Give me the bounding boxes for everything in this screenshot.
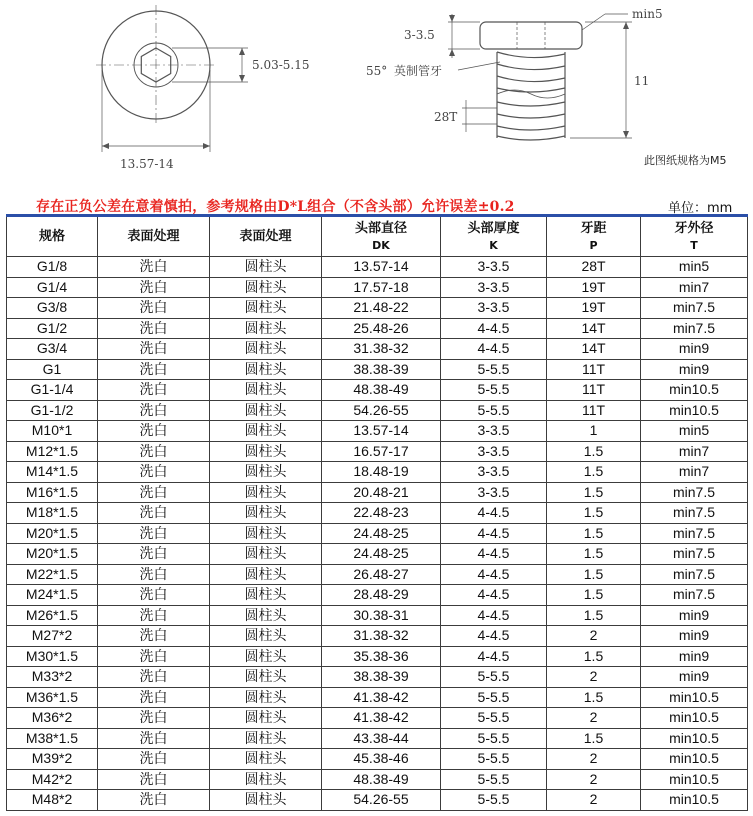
column-header — [547, 216, 641, 257]
table-cell: M48*2 — [7, 790, 98, 811]
table-cell: 13.57-14 — [322, 257, 441, 278]
table-cell: 19T — [547, 277, 641, 298]
table-cell: 24.48-25 — [322, 544, 441, 565]
head-side-view — [480, 22, 582, 49]
table-cell: 圆柱头 — [210, 585, 322, 606]
table-cell: 48.38-49 — [322, 769, 441, 790]
column-header-label: 表面处理 — [127, 229, 180, 244]
table-cell: 1.5 — [547, 462, 641, 483]
table-row — [7, 728, 748, 749]
table-cell: min10.5 — [641, 790, 748, 811]
table-cell: 圆柱头 — [210, 749, 322, 770]
table-cell: min7.5 — [641, 544, 748, 565]
table-cell: 11T — [547, 400, 641, 421]
table-cell: 圆柱头 — [210, 687, 322, 708]
table-cell: G3/8 — [7, 298, 98, 319]
table-cell: 圆柱头 — [210, 482, 322, 503]
table-cell: 洗白 — [98, 769, 210, 790]
table-cell: 洗白 — [98, 564, 210, 585]
table-cell: 5-5.5 — [441, 667, 547, 688]
table-row — [7, 380, 748, 401]
table-cell: min10.5 — [641, 380, 748, 401]
table-cell: 1.5 — [547, 441, 641, 462]
table-cell: 31.38-32 — [322, 626, 441, 647]
table-cell: 1.5 — [547, 728, 641, 749]
table-cell: 4-4.5 — [441, 605, 547, 626]
table-cell: 43.38-44 — [322, 728, 441, 749]
table-cell: 4-4.5 — [441, 564, 547, 585]
table-row — [7, 667, 748, 688]
table-cell: G1 — [7, 359, 98, 380]
table-cell: 1.5 — [547, 585, 641, 606]
table-cell: 圆柱头 — [210, 441, 322, 462]
table-cell: 洗白 — [98, 400, 210, 421]
table-cell: M38*1.5 — [7, 728, 98, 749]
table-row — [7, 441, 748, 462]
table-cell: min7.5 — [641, 564, 748, 585]
table-row — [7, 277, 748, 298]
table-cell: 圆柱头 — [210, 421, 322, 442]
column-header-label: 表面处理 — [239, 229, 292, 244]
table-cell: min9 — [641, 339, 748, 360]
table-cell: M14*1.5 — [7, 462, 98, 483]
table-cell: min10.5 — [641, 769, 748, 790]
table-cell: 5-5.5 — [441, 790, 547, 811]
table-row — [7, 544, 748, 565]
table-cell: 洗白 — [98, 318, 210, 339]
table-cell: 5-5.5 — [441, 769, 547, 790]
table-cell: 45.38-46 — [322, 749, 441, 770]
table-cell: 17.57-18 — [322, 277, 441, 298]
table-cell: M16*1.5 — [7, 482, 98, 503]
table-cell: 洗白 — [98, 667, 210, 688]
table-cell: 圆柱头 — [210, 605, 322, 626]
table-cell: min10.5 — [641, 749, 748, 770]
table-cell: G3/4 — [7, 339, 98, 360]
table-cell: 1.5 — [547, 544, 641, 565]
column-header — [441, 216, 547, 257]
tolerance-warning: 存在正负公差在意着慎拍，参考规格由D*L组合（不含头部）允许误差±0.2 — [36, 199, 515, 215]
lower-thread-lines — [497, 102, 565, 140]
thread-angle-label: 55° — [366, 64, 388, 78]
table-cell: 圆柱头 — [210, 626, 322, 647]
table-cell: 洗白 — [98, 605, 210, 626]
length-label: 11 — [634, 74, 650, 88]
table-cell: 洗白 — [98, 544, 210, 565]
table-row — [7, 318, 748, 339]
table-cell: 3-3.5 — [441, 482, 547, 503]
table-row — [7, 339, 748, 360]
table-cell: G1/8 — [7, 257, 98, 278]
table-cell: 5-5.5 — [441, 728, 547, 749]
table-cell: 洗白 — [98, 585, 210, 606]
table-cell: 13.57-14 — [322, 421, 441, 442]
table-cell: 5-5.5 — [441, 400, 547, 421]
table-cell: 5-5.5 — [441, 708, 547, 729]
table-row — [7, 749, 748, 770]
table-cell: 洗白 — [98, 380, 210, 401]
column-header-label: 牙距 — [580, 220, 607, 236]
table-cell: 3-3.5 — [441, 462, 547, 483]
table-cell: 1 — [547, 421, 641, 442]
table-cell: 圆柱头 — [210, 359, 322, 380]
table-cell: 5-5.5 — [441, 749, 547, 770]
table-row — [7, 421, 748, 442]
table-cell: 1.5 — [547, 646, 641, 667]
table-cell: 5-5.5 — [441, 380, 547, 401]
table-cell: 1.5 — [547, 687, 641, 708]
table-cell: min7 — [641, 441, 748, 462]
table-row — [7, 482, 748, 503]
table-row — [7, 523, 748, 544]
table-cell: 2 — [547, 749, 641, 770]
table-cell: 35.38-36 — [322, 646, 441, 667]
table-cell: M36*2 — [7, 708, 98, 729]
drawing-svg — [0, 0, 753, 195]
table-row — [7, 298, 748, 319]
table-cell: min7.5 — [641, 318, 748, 339]
thread-type-label: 英制管牙 — [394, 64, 443, 78]
table-cell: 21.48-22 — [322, 298, 441, 319]
table-row — [7, 257, 748, 278]
table-row — [7, 585, 748, 606]
upper-thread-lines — [497, 52, 565, 92]
column-header-symbol: K — [489, 238, 498, 252]
table-cell: min10.5 — [641, 728, 748, 749]
table-cell: 1.5 — [547, 605, 641, 626]
table-cell: M26*1.5 — [7, 605, 98, 626]
table-cell: 洗白 — [98, 708, 210, 729]
table-cell: 4-4.5 — [441, 646, 547, 667]
table-cell: G1-1/4 — [7, 380, 98, 401]
table-cell: 48.38-49 — [322, 380, 441, 401]
column-header — [7, 216, 98, 257]
table-cell: 圆柱头 — [210, 708, 322, 729]
table-cell: min9 — [641, 626, 748, 647]
table-cell: 圆柱头 — [210, 298, 322, 319]
table-cell: 洗白 — [98, 790, 210, 811]
table-cell: 4-4.5 — [441, 339, 547, 360]
head-height-label: 3-3.5 — [404, 28, 435, 42]
table-cell: G1-1/2 — [7, 400, 98, 421]
table-cell: 11T — [547, 359, 641, 380]
table-cell: 圆柱头 — [210, 667, 322, 688]
table-cell: 2 — [547, 790, 641, 811]
table-cell: 2 — [547, 667, 641, 688]
table-row — [7, 646, 748, 667]
table-cell: 2 — [547, 769, 641, 790]
table-cell: 14T — [547, 339, 641, 360]
table-row — [7, 564, 748, 585]
table-cell: 洗白 — [98, 646, 210, 667]
spec-table — [6, 214, 748, 811]
column-header — [210, 216, 322, 257]
table-row — [7, 687, 748, 708]
table-cell: min7 — [641, 462, 748, 483]
table-cell: 4-4.5 — [441, 585, 547, 606]
table-row — [7, 769, 748, 790]
table-cell: 圆柱头 — [210, 728, 322, 749]
table-cell: 24.48-25 — [322, 523, 441, 544]
table-cell: 28.48-29 — [322, 585, 441, 606]
table-cell: M33*2 — [7, 667, 98, 688]
table-cell: G1/2 — [7, 318, 98, 339]
table-cell: 圆柱头 — [210, 277, 322, 298]
column-header-label: 牙外径 — [674, 220, 714, 236]
table-cell: M36*1.5 — [7, 687, 98, 708]
table-cell: min5 — [641, 257, 748, 278]
table-cell: 20.48-21 — [322, 482, 441, 503]
tolerance-banner — [0, 196, 753, 216]
column-header — [98, 216, 210, 257]
table-cell: min7.5 — [641, 482, 748, 503]
table-cell: 11T — [547, 380, 641, 401]
table-cell: 洗白 — [98, 523, 210, 544]
table-cell: M22*1.5 — [7, 564, 98, 585]
table-cell: 圆柱头 — [210, 339, 322, 360]
table-cell: 洗白 — [98, 503, 210, 524]
table-cell: min10.5 — [641, 687, 748, 708]
table-cell: 38.38-39 — [322, 667, 441, 688]
table-cell: 圆柱头 — [210, 646, 322, 667]
table-cell: 16.57-17 — [322, 441, 441, 462]
table-cell: M18*1.5 — [7, 503, 98, 524]
table-cell: min9 — [641, 359, 748, 380]
table-cell: 31.38-32 — [322, 339, 441, 360]
table-cell: 54.26-55 — [322, 790, 441, 811]
table-cell: M42*2 — [7, 769, 98, 790]
table-row — [7, 605, 748, 626]
table-cell: 3-3.5 — [441, 421, 547, 442]
column-header-label: 头部直径 — [354, 220, 407, 236]
table-cell: 30.38-31 — [322, 605, 441, 626]
table-cell: 38.38-39 — [322, 359, 441, 380]
table-cell: M24*1.5 — [7, 585, 98, 606]
table-cell: 洗白 — [98, 728, 210, 749]
table-cell: 圆柱头 — [210, 564, 322, 585]
column-header — [641, 216, 748, 257]
table-cell: 5-5.5 — [441, 359, 547, 380]
table-cell: min7.5 — [641, 298, 748, 319]
table-cell: 圆柱头 — [210, 544, 322, 565]
table-cell: 3-3.5 — [441, 441, 547, 462]
column-header-symbol: P — [589, 238, 598, 252]
table-row — [7, 708, 748, 729]
table-cell: 洗白 — [98, 339, 210, 360]
table-cell: 洗白 — [98, 277, 210, 298]
table-cell: 洗白 — [98, 257, 210, 278]
table-cell: M30*1.5 — [7, 646, 98, 667]
technical-drawing — [0, 0, 753, 195]
hex-dimension-label: 5.03-5.15 — [252, 58, 310, 72]
table-cell: 2 — [547, 708, 641, 729]
table-cell: min7.5 — [641, 503, 748, 524]
table-row — [7, 400, 748, 421]
table-cell: 洗白 — [98, 421, 210, 442]
table-cell: 25.48-26 — [322, 318, 441, 339]
table-cell: M20*1.5 — [7, 523, 98, 544]
table-cell: 圆柱头 — [210, 400, 322, 421]
table-cell: G1/4 — [7, 277, 98, 298]
table-cell: 1.5 — [547, 482, 641, 503]
table-cell: min7.5 — [641, 523, 748, 544]
table-cell: 5-5.5 — [441, 687, 547, 708]
table-cell: 22.48-23 — [322, 503, 441, 524]
table-cell: min10.5 — [641, 400, 748, 421]
table-body — [7, 257, 748, 811]
table-cell: 洗白 — [98, 359, 210, 380]
dk-dimension-label: 13.57-14 — [120, 157, 174, 171]
table-cell: min5 — [641, 421, 748, 442]
table-cell: min9 — [641, 605, 748, 626]
table-cell: 54.26-55 — [322, 400, 441, 421]
table-row — [7, 790, 748, 811]
table-cell: 圆柱头 — [210, 462, 322, 483]
table-cell: 41.38-42 — [322, 708, 441, 729]
pitch-label: 28T — [434, 110, 458, 124]
table-row — [7, 359, 748, 380]
table-cell: 圆柱头 — [210, 503, 322, 524]
table-cell: 18.48-19 — [322, 462, 441, 483]
table-cell: 4-4.5 — [441, 544, 547, 565]
spec-note: 此图纸规格为M5 — [644, 154, 727, 167]
column-header — [322, 216, 441, 257]
table-cell: 洗白 — [98, 298, 210, 319]
table-cell: min9 — [641, 646, 748, 667]
table-row — [7, 503, 748, 524]
table-cell: 洗白 — [98, 482, 210, 503]
table-cell: 14T — [547, 318, 641, 339]
table-cell: min10.5 — [641, 708, 748, 729]
table-cell: M20*1.5 — [7, 544, 98, 565]
table-cell: 4-4.5 — [441, 523, 547, 544]
column-header-symbol: T — [690, 238, 698, 252]
table-cell: 2 — [547, 626, 641, 647]
tip-label: min5 — [632, 7, 663, 21]
header-row — [7, 216, 748, 257]
table-cell: M27*2 — [7, 626, 98, 647]
table-cell: 1.5 — [547, 503, 641, 524]
table-cell: 洗白 — [98, 687, 210, 708]
table-cell: 洗白 — [98, 626, 210, 647]
table-cell: 3-3.5 — [441, 257, 547, 278]
table-cell: min7 — [641, 277, 748, 298]
table-cell: 28T — [547, 257, 641, 278]
table-cell: 1.5 — [547, 564, 641, 585]
table-header — [7, 216, 748, 257]
table-row — [7, 626, 748, 647]
table-cell: 洗白 — [98, 749, 210, 770]
table-cell: 洗白 — [98, 462, 210, 483]
table-cell: min7.5 — [641, 585, 748, 606]
table-cell: 圆柱头 — [210, 257, 322, 278]
table-cell: 4-4.5 — [441, 503, 547, 524]
table-cell: 4-4.5 — [441, 626, 547, 647]
table-row — [7, 462, 748, 483]
table-cell: 4-4.5 — [441, 318, 547, 339]
table-cell: 洗白 — [98, 441, 210, 462]
table-cell: 圆柱头 — [210, 790, 322, 811]
table-cell: 41.38-42 — [322, 687, 441, 708]
table-cell: 3-3.5 — [441, 298, 547, 319]
table-cell: 3-3.5 — [441, 277, 547, 298]
table-cell: 圆柱头 — [210, 523, 322, 544]
column-header-label: 规格 — [38, 229, 65, 244]
table-cell: min9 — [641, 667, 748, 688]
table-cell: 圆柱头 — [210, 380, 322, 401]
table-cell: M12*1.5 — [7, 441, 98, 462]
table-cell: M39*2 — [7, 749, 98, 770]
table-cell: 19T — [547, 298, 641, 319]
table-cell: M10*1 — [7, 421, 98, 442]
table-cell: 26.48-27 — [322, 564, 441, 585]
column-header-symbol: DK — [372, 238, 390, 252]
column-header-label: 头部厚度 — [467, 220, 520, 236]
table-cell: 1.5 — [547, 523, 641, 544]
table-cell: 圆柱头 — [210, 769, 322, 790]
table-cell: 圆柱头 — [210, 318, 322, 339]
unit-label: 单位：mm — [668, 201, 733, 216]
